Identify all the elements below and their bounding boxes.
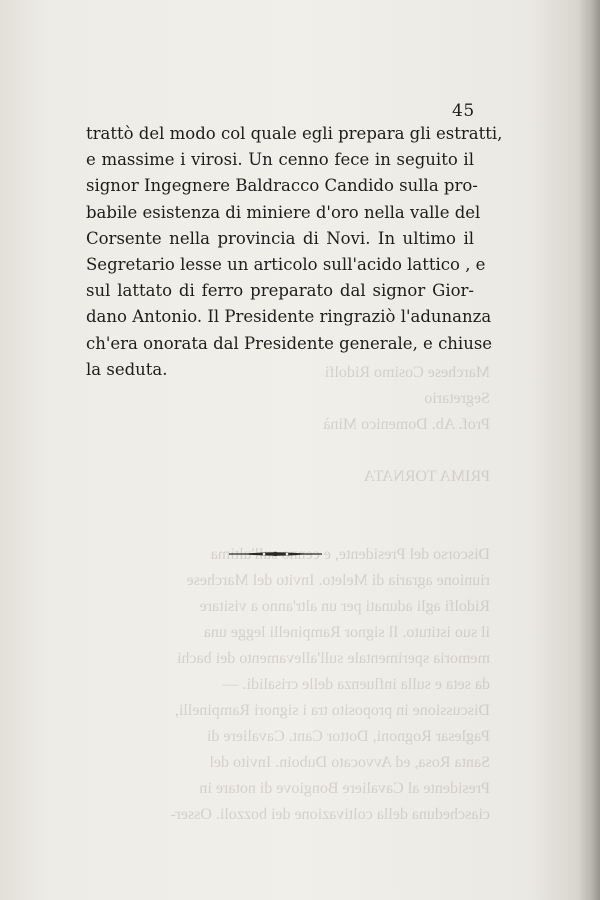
bleed-through-text: Marchese Cosimo Ridolfi Segretario Prof. Ab. Domenico Minà PRIMA TORNATA Discorso del Presidente, e cenno sull'ultima riunione agraria di Meleto. Invito del Marchese Ridolfi agli adunati per un altr'anno a visitare il suo istituto. Il signor Rampinelli legge una memoria sperimentale sull'allevamento dei bachi da seta e sulla influenza delle crisalidi. — Discussione in proposito tra i signori Rampinelli, Paglesar Rognoni, Dottor Cant. Cavaliere di Santa Rosa, ed Avvocato Duboin. Invito del Presidente al Cavaliere Bongiove di notare in ciascheduna della coltivazione dei bozzoli. Osser- — [170, 364, 490, 823]
text-line: dano Antonio. Il Presidente ringraziò l'adunanza — [86, 307, 492, 327]
text-line: babile esistenza di miniere d'oro nella valle del — [86, 202, 481, 222]
page-edge-shadow — [578, 0, 600, 900]
text-line: Corsente nella provincia di Novi. In ultimo il — [86, 228, 474, 248]
text-line: Segretario lesse un articolo sull'acido lattico , e — [86, 254, 486, 274]
page-number: 45 — [452, 101, 475, 121]
text-line: signor Ingegnere Baldracco Candido sulla pro- — [86, 176, 478, 196]
body-paragraph — [86, 121, 503, 383]
text-line: e massime i virosi. Un cenno fece in seguito il — [86, 150, 474, 170]
text-line: la seduta. — [86, 359, 168, 379]
text-line: trattò del modo col quale egli prepara gli estratti, — [86, 124, 503, 143]
section-divider-ornament — [228, 549, 323, 559]
text-line: sul lattato di ferro preparato dal signor Gior- — [86, 281, 474, 301]
text-line: ch'era onorata dal Presidente generale, e chiuse — [86, 333, 493, 353]
